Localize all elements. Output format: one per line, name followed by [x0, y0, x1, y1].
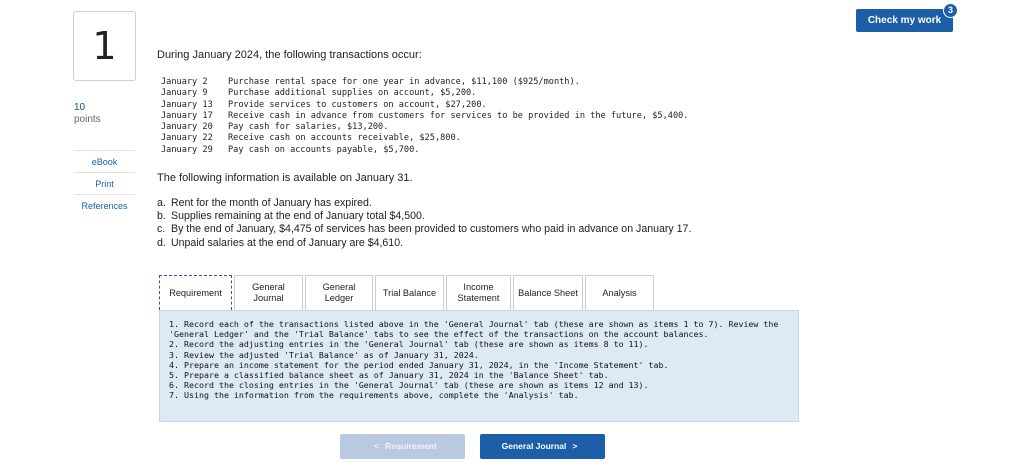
adjustment-item	[157, 210, 691, 223]
requirement-line: 5. Prepare a classified balance sheet as of January 31, 2024 in the 'Balance Sheet' tab.	[169, 370, 609, 381]
transaction-text: Receive cash in advance from customers for services to be provided in the future, $5,400.	[228, 110, 689, 121]
adjustment-text: Unpaid salaries at the end of January are $4,610.	[171, 236, 404, 249]
info-heading: The following information is available on January 31.	[157, 172, 413, 184]
prev-tab-label: Requirement	[385, 441, 437, 451]
adjustment-item	[157, 223, 691, 236]
transaction-text: Pay cash for salaries, $13,200.	[228, 122, 389, 133]
transaction-date: January 17	[161, 110, 213, 121]
tab-label: Ledger	[324, 293, 354, 303]
tab-general-journal[interactable]	[234, 275, 303, 310]
prev-tab-button[interactable]	[340, 434, 465, 459]
adjustment-text: Rent for the month of January has expired.	[171, 197, 372, 209]
tab-label: Statement	[457, 293, 500, 303]
adjustment-text: Supplies remaining at the end of January total $4,500.	[171, 210, 425, 223]
tab-trial-balance[interactable]	[375, 275, 444, 310]
tab-label: Trial Balance	[382, 287, 437, 298]
adjustment-letter: b.	[157, 210, 166, 223]
transaction-list	[161, 77, 688, 156]
transaction-row	[161, 133, 688, 144]
adjustment-letter: d.	[157, 236, 166, 249]
transaction-row	[161, 77, 688, 88]
transaction-text: Pay cash on accounts payable, $5,700.	[228, 144, 420, 155]
adjustment-letter: c.	[157, 223, 166, 236]
chevron-right-icon: >	[572, 441, 578, 451]
tab-label: Analysis	[602, 287, 637, 298]
transaction-date: January 22	[161, 133, 213, 144]
next-tab-button[interactable]	[480, 434, 605, 459]
points-value: 10	[74, 102, 86, 113]
adjustment-item	[157, 237, 691, 250]
requirement-line: 1. Record each of the transactions listed above in the 'General Journal' tab (these are shown as items 1 to 7). Review the	[169, 319, 779, 329]
requirement-line: 2. Record the adjusting entries in the 'General Journal' tab (these are shown as items 8 to 11).	[169, 339, 649, 350]
tab-label: Requirement	[169, 287, 222, 298]
chevron-left-icon: <	[374, 441, 379, 451]
transaction-text: Provide services to customers on account, $27,200.	[228, 99, 487, 110]
requirement-line: 'General Ledger' and the 'Trial Balance' tabs to see the effect of the transactions on the account balances.	[169, 329, 709, 340]
transaction-date: January 9	[161, 88, 208, 99]
requirement-line: 6. Record the closing entries in the 'General Journal' tab (these are shown as items 12 and 13).	[169, 380, 649, 391]
transaction-row	[161, 145, 688, 156]
check-my-work-button[interactable]: Check my work	[856, 9, 953, 32]
tab-label: Income	[463, 282, 494, 292]
transaction-row	[161, 100, 688, 111]
tab-balance-sheet[interactable]	[513, 275, 583, 310]
tab-general-ledger[interactable]	[305, 275, 373, 310]
tab-requirement[interactable]	[159, 275, 232, 310]
side-links	[74, 150, 135, 216]
adjustment-letter: a.	[157, 197, 166, 209]
print-link[interactable]: Print	[74, 172, 135, 194]
points-indicator	[74, 102, 101, 126]
tab-income-statement[interactable]	[446, 275, 511, 310]
transaction-row	[161, 122, 688, 133]
tab-label: General	[252, 282, 285, 292]
transaction-date: January 13	[161, 99, 213, 110]
tab-bar	[159, 275, 656, 310]
ebook-link[interactable]: eBook	[74, 150, 135, 172]
requirement-line: 4. Prepare an income statement for the period ended January 31, 2024, in the 'Income Statement' tab.	[169, 359, 669, 370]
next-tab-label: General Journal	[501, 441, 567, 451]
tab-label: General	[322, 282, 356, 292]
transaction-row	[161, 88, 688, 99]
points-label: points	[74, 114, 101, 125]
requirement-line: 7. Using the information from the requirements above, complete the 'Analysis' tab.	[169, 390, 579, 401]
requirements-panel	[159, 310, 799, 422]
requirement-line: 3. Review the adjusted 'Trial Balance' as of January 31, 2024.	[169, 349, 479, 360]
references-link[interactable]: References	[74, 194, 135, 216]
adjustment-text: By the end of January, $4,475 of services has been provided to customers who paid in advance on January 17.	[171, 223, 692, 236]
tab-label: Balance Sheet	[518, 287, 578, 298]
check-attempts-badge: 3	[943, 3, 958, 18]
adjustment-item	[157, 197, 691, 210]
intro-text: During January 2024, the following transactions occur:	[157, 49, 422, 61]
transaction-text: Receive cash on accounts receivable, $25,800.	[228, 133, 461, 144]
transaction-date: January 29	[161, 144, 213, 155]
transaction-date: January 20	[161, 122, 213, 133]
transaction-row	[161, 111, 688, 122]
tab-label: Journal	[253, 293, 284, 303]
adjustment-list	[157, 197, 691, 250]
transaction-text: Purchase additional supplies on account, $5,200.	[228, 88, 477, 99]
transaction-text: Purchase rental space for one year in advance, $11,100 ($925/month).	[228, 77, 580, 87]
transaction-date: January 2	[161, 77, 208, 87]
question-number: 1	[73, 11, 136, 81]
tab-analysis[interactable]	[585, 275, 654, 310]
